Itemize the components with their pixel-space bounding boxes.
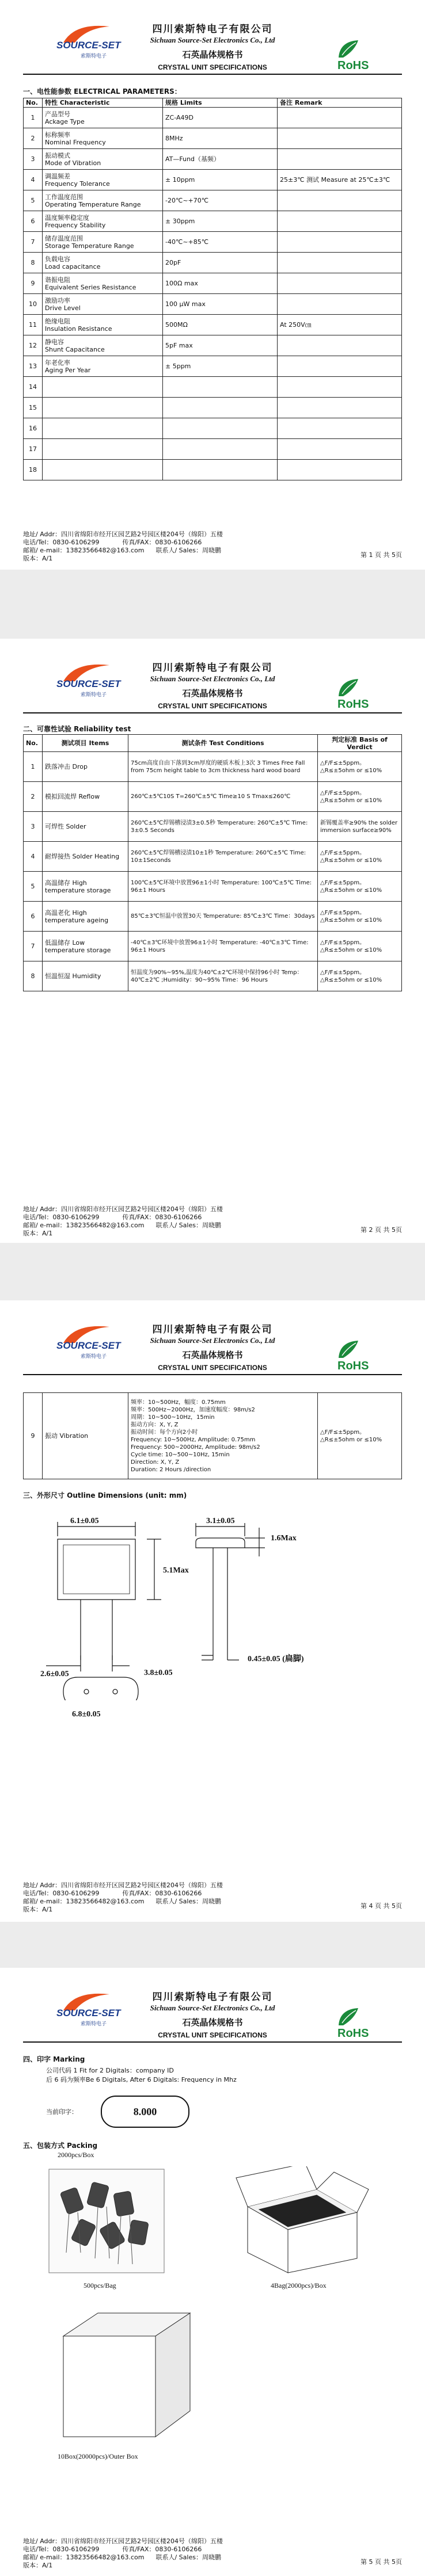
limit: 8MHz: [163, 128, 278, 149]
section-title: 四、印字 Marking: [23, 2055, 85, 2063]
footer-version: 版本：A/1: [23, 1906, 53, 1913]
test-condition: 260℃±5℃焊锡槽浸渍10±1秒 Temperature: 260℃±5℃ Time: 10±1Seconds: [128, 842, 318, 872]
svg-text:SOURCE-SET: SOURCE-SET: [56, 678, 121, 689]
page-footer: [23, 531, 402, 562]
characteristic: [43, 439, 163, 460]
table-row: [24, 961, 402, 991]
table-row: [24, 377, 402, 398]
limit: 500MΩ: [163, 315, 278, 335]
table-row: [24, 315, 402, 335]
marking-sample: 8.000: [101, 2096, 189, 2128]
remark: [278, 108, 402, 128]
test-condition: -40℃±3℃环境中放置96±1小时 Temperature: -40℃±3℃ Time: 96±1 Hours: [128, 932, 318, 961]
row-no: 11: [24, 315, 43, 335]
remark: [278, 418, 402, 439]
remark: [278, 398, 402, 418]
limit: [163, 418, 278, 439]
remark: [278, 439, 402, 460]
page-3: [0, 1300, 425, 1922]
limit: AT—Fund（基频）: [163, 149, 278, 170]
section-title: 三、外形尺寸 Outline Dimensions (unit: mm): [23, 1491, 187, 1499]
row-no: 3: [24, 149, 43, 170]
svg-text:索斯特电子: 索斯特电子: [81, 2021, 107, 2027]
footer-address: 地址/ Addr：四川省绵阳市经开区园艺路2号园区楼204号（绵阳）五楼: [23, 1882, 223, 1889]
characteristic: 静电容 Shunt Capacitance: [43, 335, 163, 356]
test-item: 可焊性 Solder: [43, 812, 128, 842]
limit: 100Ω max: [163, 273, 278, 294]
dim-pitch: 2.6±0.05: [40, 1670, 69, 1678]
bag-caption: 500pcs/Bag: [84, 2281, 116, 2289]
table-row: [24, 439, 402, 460]
limit: ± 10ppm: [163, 170, 278, 190]
page-number: 第 2 页 共 5页: [361, 1226, 402, 1234]
section-title: 一、电性能参数 ELECTRICAL PARAMETERS：: [23, 87, 181, 96]
characteristic: [43, 460, 163, 480]
remark: [278, 335, 402, 356]
test-condition: 260℃±5℃焊锡槽浸渍3±0.5秒 Temperature: 260℃±5℃ Time: 3±0.5 Seconds: [128, 812, 318, 842]
header-rule: [23, 712, 402, 713]
page-number: 第 5 页 共 5页: [361, 2558, 402, 2566]
marking-note: 公司代码 1 Fit for 2 Digitals：company ID: [46, 2067, 174, 2074]
svg-text:RoHS: RoHS: [337, 1360, 369, 1372]
doc-title-cn: 石英晶体规格书: [182, 1350, 243, 1360]
doc-title-en: CRYSTAL UNIT SPECIFICATIONS: [158, 2031, 267, 2039]
row-no: 1: [24, 752, 43, 782]
table-row: [24, 211, 402, 232]
dim-length: 6.1±0.05: [70, 1517, 99, 1525]
page-header: [23, 14, 402, 83]
remark: [278, 232, 402, 253]
test-item: 高温储存 High temperature storage: [43, 872, 128, 902]
footer-contact: 联系人/ Sales：周晓鹏: [155, 1222, 221, 1229]
row-no: 4: [24, 170, 43, 190]
svg-text:索斯特电子: 索斯特电子: [81, 54, 107, 59]
footer-email: 邮箱/ e-mail：13823566482@163.com: [23, 547, 145, 554]
company-name-cn: 四川索斯特电子有限公司: [152, 1991, 273, 2003]
table-row: [24, 128, 402, 149]
footer-email: 邮箱/ e-mail：13823566482@163.com: [23, 1222, 145, 1229]
page-header: [23, 1314, 402, 1383]
table-row: [24, 294, 402, 315]
svg-text:RoHS: RoHS: [337, 698, 369, 711]
table-row: [24, 418, 402, 439]
test-item: 跌落冲击 Drop: [43, 752, 128, 782]
carton-illustration: [46, 2307, 196, 2445]
table-row: [24, 842, 402, 872]
box-caption: 4Bag(2000pcs)/Box: [271, 2281, 327, 2289]
row-no: 7: [24, 232, 43, 253]
crystal-top-view: [58, 1539, 135, 1600]
header-rule: [23, 2041, 402, 2043]
characteristic: 谐振电阻 Equivalent Series Resistance: [43, 273, 163, 294]
footer-fax: 传真/FAX：0830-6106266: [122, 2546, 202, 2553]
crystal-side-view: [196, 1538, 245, 1548]
remark: [278, 149, 402, 170]
table-row: [24, 149, 402, 170]
doc-title-en: CRYSTAL UNIT SPECIFICATIONS: [158, 702, 267, 710]
col-header: 测试条件 Test Conditions: [128, 735, 318, 752]
row-no: 2: [24, 128, 43, 149]
test-item: 恒温恒湿 Humidity: [43, 961, 128, 991]
page-footer: [23, 1205, 402, 1237]
table-row: [24, 170, 402, 190]
characteristic: 产品型号 Ackage Type: [43, 108, 163, 128]
marking-note: 后 6 码为频率Be 6 Digitals, After 6 Digitals: Frequency in Mhz: [46, 2076, 237, 2083]
rohs-logo: [333, 677, 379, 711]
characteristic: 振动模式 Mode of Vibration: [43, 149, 163, 170]
test-item: 低温储存 Low temperature storage: [43, 932, 128, 961]
company-name-en: Sichuan Source-Set Electronics Co., Ltd: [150, 674, 275, 683]
table-row: [24, 190, 402, 211]
remark: [278, 377, 402, 398]
remark: [278, 460, 402, 480]
remark: [278, 253, 402, 273]
electrical-params-table: [23, 98, 402, 480]
verdict: △F/F≤±5ppm。 △R≤±5ohm or ≤10%: [318, 872, 402, 902]
verdict: △F/F≤±5ppm。 △R≤±5ohm or ≤10%: [318, 1393, 402, 1479]
table-row: [24, 253, 402, 273]
row-no: 6: [24, 211, 43, 232]
row-no: 2: [24, 782, 43, 812]
company-name-cn: 四川索斯特电子有限公司: [152, 1324, 273, 1335]
remark: [278, 128, 402, 149]
test-item: 模拟回流焊 Reflow: [43, 782, 128, 812]
footer-email: 邮箱/ e-mail：13823566482@163.com: [23, 1898, 145, 1905]
col-header: No.: [24, 735, 43, 752]
characteristic: 标称频率 Nominal Frequency: [43, 128, 163, 149]
svg-text:索斯特电子: 索斯特电子: [81, 692, 107, 698]
company-name-cn: 四川索斯特电子有限公司: [152, 24, 273, 35]
characteristic: 储存温度范围 Storage Temperature Range: [43, 232, 163, 253]
limit: [163, 398, 278, 418]
table-row: [24, 356, 402, 377]
table-row: [24, 232, 402, 253]
row-no: 5: [24, 872, 43, 902]
box-illustration: [225, 2166, 374, 2276]
test-condition: 75cm高度自由下落到3cm厚度的硬质木板上3次 3 Times Free Fall from 75cm height table to 3cm thickness hard wood board: [128, 752, 318, 782]
table-row: [24, 273, 402, 294]
footer-tel: 电话/Tel：0830-6106299: [23, 2546, 100, 2553]
row-no: 12: [24, 335, 43, 356]
characteristic: 激励功率 Drive Level: [43, 294, 163, 315]
svg-text:SOURCE-SET: SOURCE-SET: [56, 2008, 121, 2018]
remark: 25±3℃ 测试 Measure at 25℃±3℃: [278, 170, 402, 190]
doc-title-en: CRYSTAL UNIT SPECIFICATIONS: [158, 1364, 267, 1372]
col-header: 规格 Limits: [163, 98, 278, 108]
row-no: 5: [24, 190, 43, 211]
remark: [278, 356, 402, 377]
footer-tel: 电话/Tel：0830-6106299: [23, 1890, 100, 1897]
doc-title-en: CRYSTAL UNIT SPECIFICATIONS: [158, 63, 267, 71]
page-1: [0, 0, 425, 570]
footer-email: 邮箱/ e-mail：13823566482@163.com: [23, 2554, 145, 2561]
limit: 20pF: [163, 253, 278, 273]
row-no: 9: [24, 273, 43, 294]
characteristic: 负载电容 Load capacitance: [43, 253, 163, 273]
remark: [278, 273, 402, 294]
characteristic: 温度频率稳定度 Frequency Stability: [43, 211, 163, 232]
remark: At 250V㎝: [278, 315, 402, 335]
test-condition: 100℃±5℃环境中放置96±1小时 Temperature: 100℃±5℃ Time: 96±1 Hours: [128, 872, 318, 902]
characteristic: 年老化率 Aging Per Year: [43, 356, 163, 377]
limit: ± 5ppm: [163, 356, 278, 377]
header-rule: [23, 74, 402, 75]
page-header: [23, 652, 402, 722]
row-no: 18: [24, 460, 43, 480]
table-row: [24, 460, 402, 480]
page-number: 第 1 页 共 5页: [361, 551, 402, 559]
section-title: 二、可靠性试验 Reliability test: [23, 725, 131, 733]
footer-address: 地址/ Addr：四川省绵阳市经开区园艺路2号园区楼204号（绵阳）五楼: [23, 1205, 223, 1213]
packing-qty: 2000pcs/Box: [58, 2151, 94, 2159]
verdict: △F/F≤±5ppm。 △R≤±5ohm or ≤10%: [318, 752, 402, 782]
verdict: 新锡覆盖率≥90% the solder immersion surface≥90%: [318, 812, 402, 842]
dim-body: 5.1Max: [163, 1566, 189, 1575]
limit: [163, 460, 278, 480]
characteristic: 绝缘电阻 Insulation Resistance: [43, 315, 163, 335]
rohs-logo: [333, 1338, 379, 1373]
row-no: 6: [24, 902, 43, 932]
row-no: 14: [24, 377, 43, 398]
svg-text:SOURCE-SET: SOURCE-SET: [56, 1340, 121, 1351]
characteristic: 工作温度范围 Operating Temperature Range: [43, 190, 163, 211]
limit: [163, 439, 278, 460]
footer-address: 地址/ Addr：四川省绵阳市经开区园艺路2号园区楼204号（绵阳）五楼: [23, 2537, 223, 2545]
footer-fax: 传真/FAX：0830-6106266: [122, 1890, 202, 1897]
doc-title-cn: 石英晶体规格书: [182, 2017, 243, 2028]
row-no: 9: [24, 1393, 43, 1479]
rohs-logo: [333, 38, 379, 72]
row-no: 13: [24, 356, 43, 377]
limit: -20℃~+70℃: [163, 190, 278, 211]
limit: ± 30ppm: [163, 211, 278, 232]
company-name-en: Sichuan Source-Set Electronics Co., Ltd: [150, 2003, 275, 2012]
crystal-bottom-view: [63, 1677, 138, 1700]
footer-version: 版本：A/1: [23, 2562, 53, 2569]
footer-tel: 电话/Tel：0830-6106299: [23, 539, 100, 546]
row-no: 8: [24, 253, 43, 273]
characteristic: [43, 377, 163, 398]
company-name-en: Sichuan Source-Set Electronics Co., Ltd: [150, 36, 275, 44]
footer-fax: 传真/FAX：0830-6106266: [122, 1213, 202, 1221]
verdict: △F/F≤±5ppm。 △R≤±5ohm or ≤10%: [318, 961, 402, 991]
footer-contact: 联系人/ Sales：周晓鹏: [155, 2554, 221, 2561]
table-row: [24, 752, 402, 782]
company-name-cn: 四川索斯特电子有限公司: [152, 662, 273, 674]
row-no: 7: [24, 932, 43, 961]
table-row: [24, 398, 402, 418]
dim-height: 1.6Max: [271, 1534, 297, 1543]
footer-tel: 电话/Tel：0830-6106299: [23, 1213, 100, 1221]
doc-title-cn: 石英晶体规格书: [182, 688, 243, 699]
svg-text:索斯特电子: 索斯特电子: [81, 1354, 107, 1360]
test-item: 高温老化 High temperature ageing: [43, 902, 128, 932]
row-no: 17: [24, 439, 43, 460]
limit: -40℃~+85℃: [163, 232, 278, 253]
row-no: 15: [24, 398, 43, 418]
svg-text:RoHS: RoHS: [337, 59, 369, 72]
characteristic: [43, 398, 163, 418]
footer-contact: 联系人/ Sales：周晓鹏: [155, 1898, 221, 1905]
page-header: [23, 1982, 402, 2051]
dim-width: 3.1±0.05: [206, 1517, 235, 1525]
footer-contact: 联系人/ Sales：周晓鹏: [155, 547, 221, 554]
characteristic: [43, 418, 163, 439]
svg-text:RoHS: RoHS: [337, 2027, 369, 2040]
verdict: △F/F≤±5ppm。 △R≤±5ohm or ≤10%: [318, 932, 402, 961]
col-header: 特性 Characteristic: [43, 98, 163, 108]
footer-address: 地址/ Addr：四川省绵阳市经开区园艺路2号园区楼204号（绵阳）五楼: [23, 531, 223, 538]
table-row: [24, 782, 402, 812]
table-row: [24, 932, 402, 961]
footer-fax: 传真/FAX：0830-6106266: [122, 539, 202, 546]
page-footer: [23, 2537, 402, 2569]
row-no: 10: [24, 294, 43, 315]
header-rule: [23, 1374, 402, 1375]
limit: 5pF max: [163, 335, 278, 356]
verdict: △F/F≤±5ppm。 △R≤±5ohm or ≤10%: [318, 782, 402, 812]
test-condition: 频率：10~500Hz，幅度：0.75mm 频率：500Hz~2000Hz，加速度幅度：98m/s2 周期：10~500~10Hz，15min 振动方向：X, Y, Z 振动时间：每个方向2小时 Frequency: 10~500Hz, Amplitude: 0.75mm Frequency: 500~2000Hz, Amplitude: 98m/s2 Cycle time: 10~500~10Hz, 15min Direction: X, Y, Z Duration: 2 Hours /direction: [128, 1393, 318, 1479]
svg-text:SOURCE-SET: SOURCE-SET: [56, 40, 121, 51]
page-gap: [0, 570, 425, 639]
outline-drawing: [23, 1505, 402, 1700]
table-row: [24, 335, 402, 356]
dim-bottom-width: 3.8±0.05: [144, 1669, 173, 1677]
limit: 100 μW max: [163, 294, 278, 315]
table-row: [24, 812, 402, 842]
dim-lead: 0.45±0.05 (扁脚): [248, 1655, 304, 1663]
test-condition: 260℃±5℃10S T=260℃±5℃ Time≥10 S Tmax≤260℃: [128, 782, 318, 812]
limit: ZC-A49D: [163, 108, 278, 128]
test-item: 耐焊接热 Solder Heating: [43, 842, 128, 872]
footer-version: 版本：A/1: [23, 1230, 53, 1237]
test-item: 振动 Vibration: [43, 1393, 128, 1479]
row-no: 4: [24, 842, 43, 872]
col-header: No.: [24, 98, 43, 108]
verdict: △F/F≤±5ppm。 △R≤±5ohm or ≤10%: [318, 842, 402, 872]
col-header: 测试项目 Items: [43, 735, 128, 752]
characteristic: 调温频差 Frequency Tolerance: [43, 170, 163, 190]
table-row: [24, 902, 402, 932]
rohs-logo: [333, 2006, 379, 2040]
row-no: 1: [24, 108, 43, 128]
row-no: 16: [24, 418, 43, 439]
dim-bottom-length: 6.8±0.05: [72, 1710, 101, 1719]
bag-illustration: [46, 2166, 167, 2276]
table-row: [24, 872, 402, 902]
page-footer: [23, 1882, 402, 1913]
reliability-table: [23, 734, 402, 991]
remark: [278, 190, 402, 211]
row-no: 3: [24, 812, 43, 842]
section-title: 五、包装方式 Packing: [23, 2142, 98, 2150]
vibration-table: [23, 1392, 402, 1479]
marking-label: 当前印字：: [46, 2108, 78, 2116]
page-gap: [0, 1243, 425, 1300]
limit: [163, 377, 278, 398]
verdict: △F/F≤±5ppm。 △R≤±5ohm or ≤10%: [318, 902, 402, 932]
page-4: [0, 1968, 425, 2576]
remark: [278, 294, 402, 315]
row-no: 8: [24, 961, 43, 991]
company-name-en: Sichuan Source-Set Electronics Co., Ltd: [150, 1336, 275, 1345]
test-condition: 85℃±3℃恒温中放置30天 Temperature: 85℃±3℃ Time：30days: [128, 902, 318, 932]
carton-caption: 10Box(20000pcs)/Outer Box: [58, 2452, 138, 2460]
test-condition: 恒温度为90%~95%,温度为40℃±2℃环境中保持96小时 Temp：40℃±2℃ ;Humidity：90~95% Time：96 Hours: [128, 961, 318, 991]
page-gap: [0, 1922, 425, 1968]
col-header: 判定标准 Basis of Verdict: [318, 735, 402, 752]
doc-title-cn: 石英晶体规格书: [182, 49, 243, 60]
footer-version: 版本：A/1: [23, 555, 53, 562]
table-row: [24, 108, 402, 128]
remark: [278, 211, 402, 232]
page-number: 第 4 页 共 5页: [361, 1902, 402, 1910]
page-2: [0, 639, 425, 1243]
col-header: 备注 Remark: [278, 98, 402, 108]
